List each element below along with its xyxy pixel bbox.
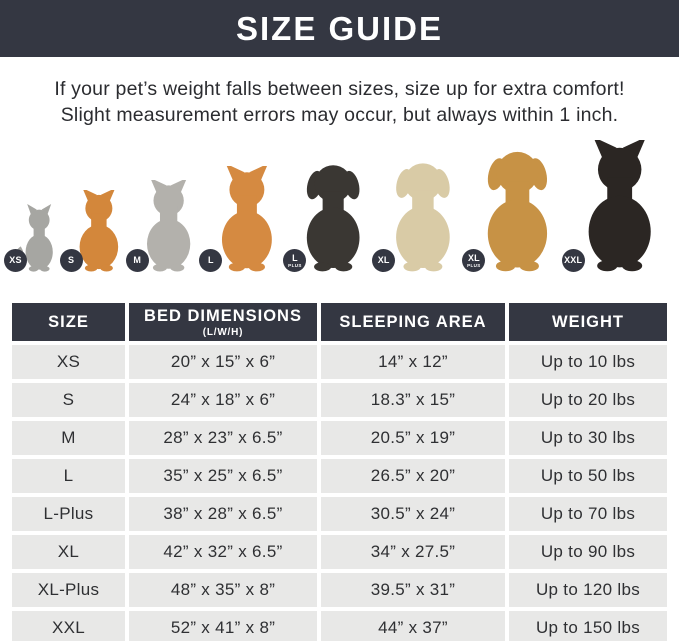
size-badge-xxl: XXL bbox=[563, 250, 584, 271]
intro-line-2: Slight measurement errors may occur, but always within 1 inch. bbox=[60, 103, 619, 126]
cell-weight: Up to 120 lbs bbox=[509, 573, 667, 607]
pet-size-strip bbox=[0, 134, 679, 274]
column-header-sleeping-area: SLEEPING AREA bbox=[321, 303, 505, 341]
pet-figure-xxl bbox=[564, 140, 669, 272]
column-header-weight: WEIGHT bbox=[509, 303, 667, 341]
cell-size: L bbox=[12, 459, 125, 493]
cell-bed-dimensions: 48” x 35” x 8” bbox=[129, 573, 317, 607]
cell-bed-dimensions: 28” x 23” x 6.5” bbox=[129, 421, 317, 455]
cell-bed-dimensions: 20” x 15” x 6” bbox=[129, 345, 317, 379]
page-title: SIZE GUIDE bbox=[235, 9, 444, 47]
cell-weight: Up to 20 lbs bbox=[509, 383, 667, 417]
column-header-bed-dimensions-sub: (L/W/H) bbox=[202, 326, 244, 338]
cell-bed-dimensions: 38” x 28” x 6.5” bbox=[129, 497, 317, 531]
intro-text bbox=[0, 77, 679, 128]
size-badge-l: L bbox=[200, 250, 221, 271]
pet-figure-l-plus bbox=[288, 160, 375, 272]
size-table bbox=[12, 303, 667, 641]
pet-figure-xl-plus bbox=[467, 146, 565, 272]
header-bar bbox=[0, 0, 679, 57]
cell-sleeping-area: 30.5” x 24” bbox=[321, 497, 505, 531]
cell-sleeping-area: 20.5” x 19” bbox=[321, 421, 505, 455]
size-badge-m: M bbox=[127, 250, 148, 271]
cell-sleeping-area: 14” x 12” bbox=[321, 345, 505, 379]
cell-size: M bbox=[12, 421, 125, 455]
cell-bed-dimensions: 52” x 41” x 8” bbox=[129, 611, 317, 641]
cell-size: XL bbox=[12, 535, 125, 569]
cell-size: L-Plus bbox=[12, 497, 125, 531]
cell-sleeping-area: 34” x 27.5” bbox=[321, 535, 505, 569]
cell-bed-dimensions: 24” x 18” x 6” bbox=[129, 383, 317, 417]
size-badge-xl: XL bbox=[373, 250, 394, 271]
cell-size: S bbox=[12, 383, 125, 417]
pet-figure-xs bbox=[9, 204, 63, 272]
cell-size: XL-Plus bbox=[12, 573, 125, 607]
cell-size: XXL bbox=[12, 611, 125, 641]
doberman-icon bbox=[570, 140, 669, 272]
cell-sleeping-area: 44” x 37” bbox=[321, 611, 505, 641]
cell-weight: Up to 150 lbs bbox=[509, 611, 667, 641]
pet-figure-m bbox=[134, 180, 203, 272]
cell-bed-dimensions: 35” x 25” x 6.5” bbox=[129, 459, 317, 493]
cell-sleeping-area: 18.3” x 15” bbox=[321, 383, 505, 417]
column-header-bed-dimensions: BED DIMENSIONS (L/W/H) bbox=[129, 303, 317, 341]
size-badge-xs: XS bbox=[5, 250, 26, 271]
cell-weight: Up to 90 lbs bbox=[509, 535, 667, 569]
cell-weight: Up to 50 lbs bbox=[509, 459, 667, 493]
intro-line-1: If your pet’s weight falls between sizes, size up for extra comfort! bbox=[54, 78, 625, 100]
cell-weight: Up to 70 lbs bbox=[509, 497, 667, 531]
cell-bed-dimensions: 42” x 32” x 6.5” bbox=[129, 535, 317, 569]
pet-figure-s bbox=[68, 190, 130, 272]
size-badge-xl-plus: XL PLUS bbox=[463, 250, 484, 271]
golden-retriever-icon bbox=[470, 146, 565, 272]
pet-figure-l bbox=[207, 166, 287, 272]
size-badge-s: S bbox=[61, 250, 82, 271]
cell-sleeping-area: 26.5” x 20” bbox=[321, 459, 505, 493]
cell-size: XS bbox=[12, 345, 125, 379]
cell-sleeping-area: 39.5” x 31” bbox=[321, 573, 505, 607]
cell-weight: Up to 30 lbs bbox=[509, 421, 667, 455]
cell-weight: Up to 10 lbs bbox=[509, 345, 667, 379]
size-badge-l-plus: L PLUS bbox=[284, 250, 305, 271]
column-header-size: SIZE bbox=[12, 303, 125, 341]
pet-figure-xl bbox=[377, 158, 466, 272]
